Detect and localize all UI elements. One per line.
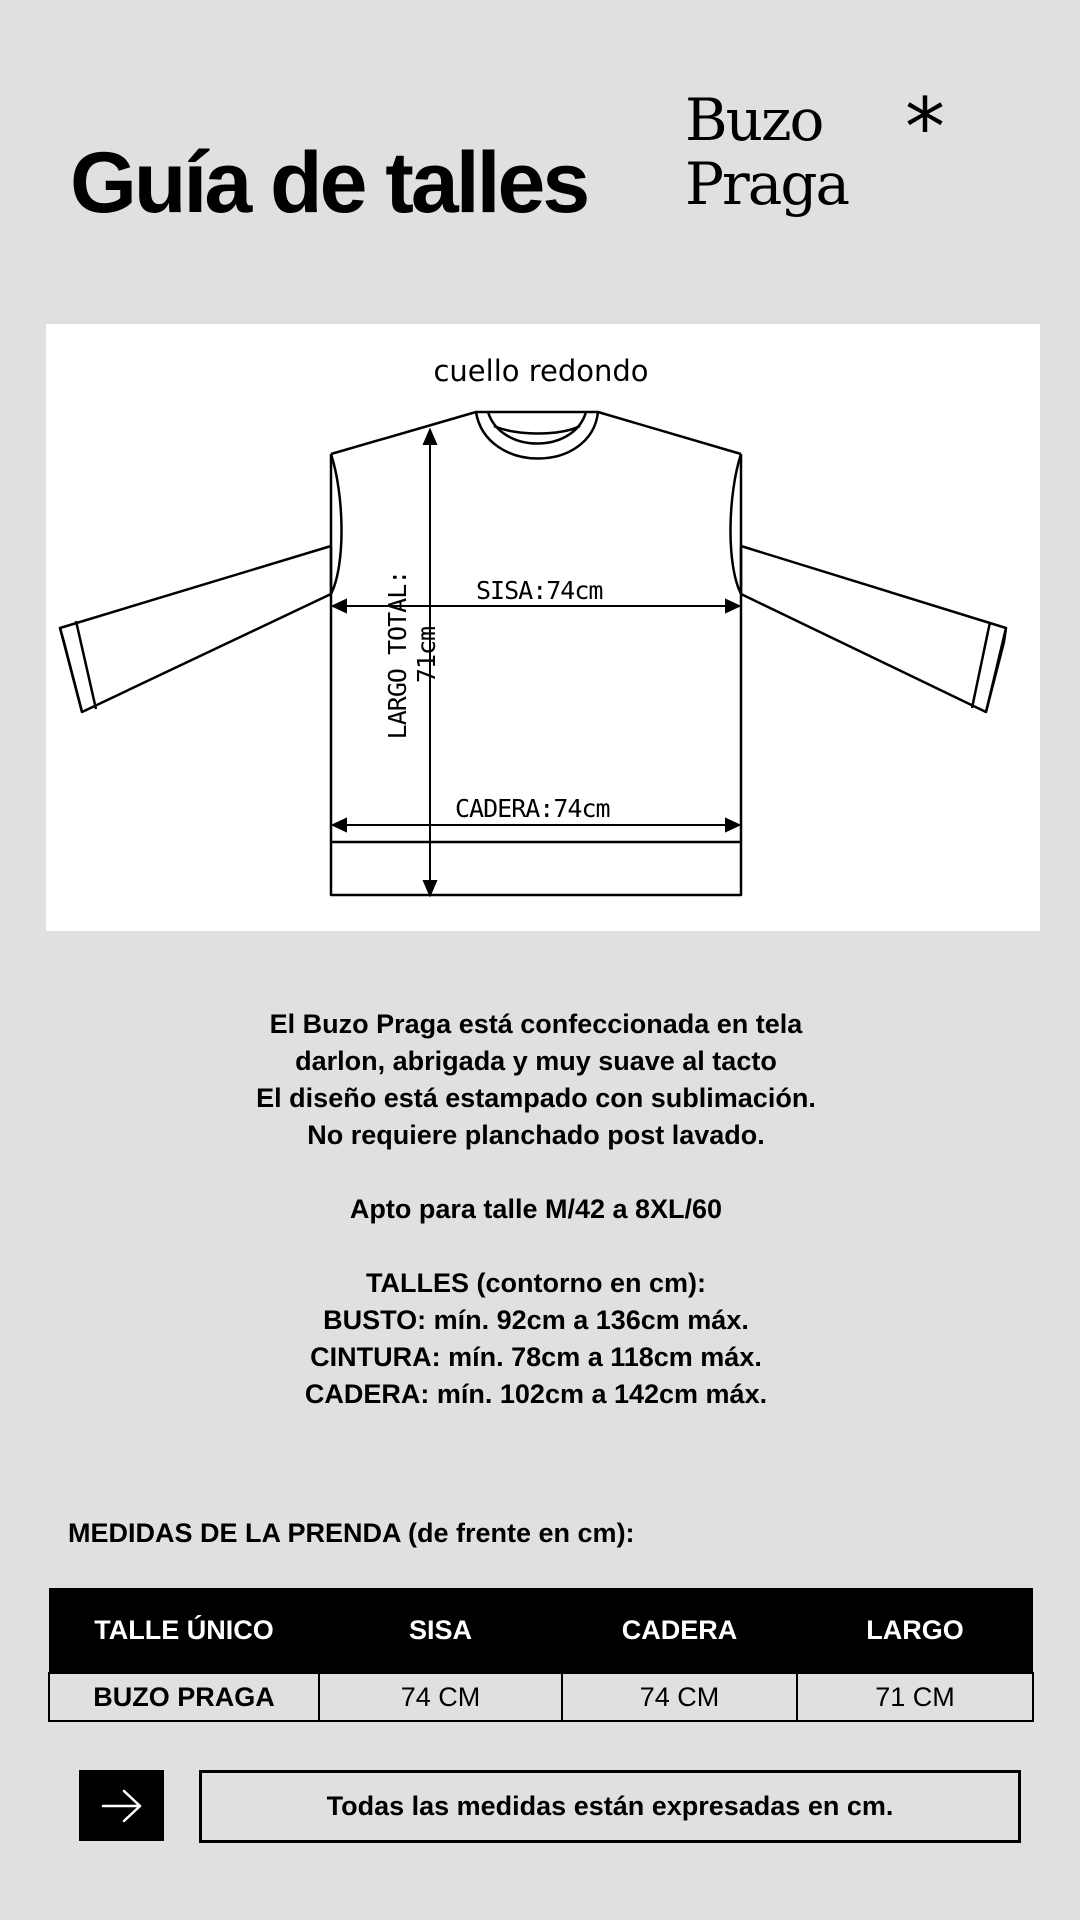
page-title: Guía de talles [70,135,588,231]
description-line: darlon, abrigada y muy suave al tacto [295,1046,777,1076]
product-description [0,1006,1072,1413]
brand-line-1: Buzo [685,86,823,154]
sweater-outline-icon [46,324,1040,931]
brand-logo [685,88,848,216]
busto-range: BUSTO: mín. 92cm a 136cm máx. [323,1305,749,1335]
garment-diagram [46,324,1040,931]
table-cell: 71 CM [797,1673,1033,1721]
table-row [49,1673,1033,1721]
brand-line-2: Praga [685,150,849,218]
largo-label: LARGO TOTAL: 71cm [383,570,441,740]
next-button[interactable] [79,1770,164,1841]
cintura-range: CINTURA: mín. 78cm a 118cm máx. [310,1342,762,1372]
units-note: Todas las medidas están expresadas en cm. [199,1770,1021,1843]
sisa-label: SISA:74cm [476,576,603,605]
fit-range: Apto para talle M/42 a 8XL/60 [349,1194,723,1224]
table-cell: BUZO PRAGA [49,1673,319,1721]
sizes-title: TALLES (contorno en cm): [366,1268,706,1298]
column-header: TALLE ÚNICO [49,1588,319,1673]
asterisk-icon: * [905,81,945,174]
column-header: CADERA [562,1588,797,1673]
description-line: El Buzo Praga está confeccionada en tela [269,1009,803,1039]
neck-label: cuello redondo [433,354,649,388]
arrow-right-icon [100,1788,144,1824]
table-cell: 74 CM [319,1673,562,1721]
table-cell: 74 CM [562,1673,797,1721]
column-header: SISA [319,1588,562,1673]
measures-heading: MEDIDAS DE LA PRENDA (de frente en cm): [68,1518,635,1548]
table-header-row [49,1588,1033,1673]
description-line: El diseño está estampado con sublimación. [256,1083,816,1113]
column-header: LARGO [797,1588,1033,1673]
measurements-table [48,1588,1034,1722]
description-line: No requiere planchado post lavado. [307,1120,765,1150]
cadera-range: CADERA: mín. 102cm a 142cm máx. [304,1379,768,1409]
cadera-label: CADERA:74cm [455,794,610,823]
